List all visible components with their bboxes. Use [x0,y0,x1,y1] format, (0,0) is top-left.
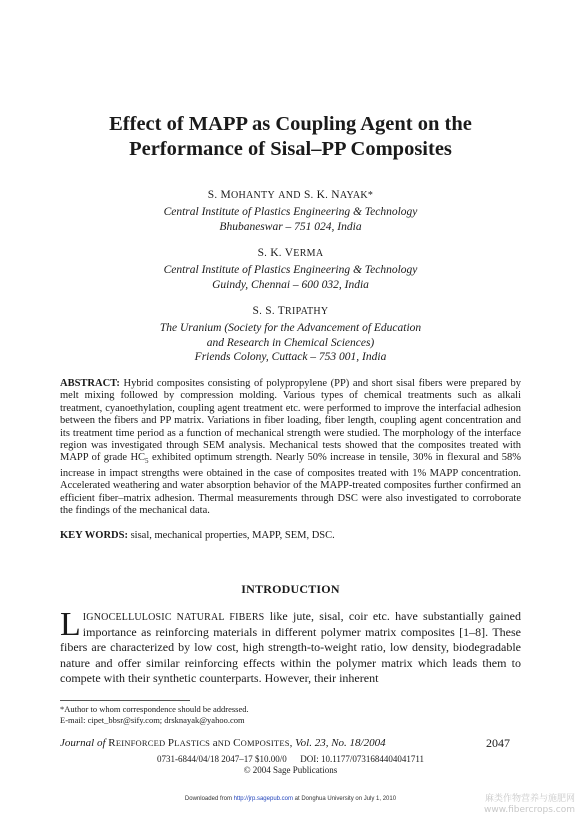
abstract [60,378,521,518]
drop-cap: L [60,606,81,643]
abstract-label: ABSTRACT: [60,378,120,389]
abstract-subscript: 5 [145,457,149,466]
doi-line: 0731-6844/04/18 2047–17 $10.00/0 DOI: 10.1177/0731684404041711 [156,754,425,764]
footnote-email: E-mail: cipet_bbsr@sify.com; drsknayak@yahoo.com [60,714,245,725]
download-suffix: at Donghua University on July 1, 2010 [293,796,397,802]
author-names-2: S. K. VERMA [257,247,324,259]
affiliation-3-line-1: The Uranium (Society for the Advancement of Education [159,322,422,334]
author-names-3: S. S. TRIPATHY [252,305,329,317]
paper-title [0,112,581,162]
publication-identifiers [0,754,581,775]
affiliation-1 [0,205,581,234]
author-names-1: S. MOHANTY AND S. K. NAYAK* [207,189,374,201]
abstract-text-part-2: exhibited optimum strength. Nearly 50% increase in tensile, 30% in flexural and 58% increase in impact strengths were obtained in the case of composites treated with 1% MAPP concentration. Accelerated weathering and water absorption behavior of the MAPP-treated composites further confirmed an efficient fiber–matrix adhesion. Thermal measurements through DSC were also investigated to corroborate the findings of the mechanical data. [60,452,521,517]
footnote-correspondence: *Author to whom correspondence should be addressed. [60,704,249,714]
title-line-1: Effect of MAPP as Coupling Agent on the [109,113,472,135]
affiliation-1-line-2: Bhubaneswar – 751 024, India [219,220,362,233]
keywords [60,530,521,541]
footnote-rule [60,700,190,701]
affiliation-1-line-1: Central Institute of Plastics Engineering & Technology [163,206,418,218]
title-line-2: Performance of Sisal–PP Composites [129,138,452,160]
section-heading-introduction: INTRODUCTION [241,582,340,596]
keywords-label: KEY WORDS: [60,530,128,541]
journal-volume: , Vol. 23, No. 18/2004 [289,737,386,749]
download-prefix: Downloaded from [184,796,234,802]
journal-prefix: Journal of [60,737,109,749]
copyright-line: © 2004 Sage Publications [243,764,338,775]
affiliation-2-line-1: Central Institute of Plastics Engineering & Technology [163,264,418,276]
page-number: 2047 [486,736,510,750]
footnote [60,704,249,725]
abstract-text-part-1: Hybrid composites consisting of polypropylene (PP) and short sisal fibers were prepared by melt mixing followed by compression molding. Various types of chemical treatments such as alkali treatment, cyanoethylation, coupling agent treatment etc. were performed to improve the interfacial adhesion between the fibers and PP matrix. Variations in fiber loading, fiber length, coupling agent concentration and its treatment time period as a function of mechanical strength were studied. The morphology of the interface region was investigated through SEM analysis. Mechanical tests showed that the composites treated with MAPP of grade HC [60,378,521,464]
affiliation-2 [0,263,581,292]
introduction-paragraph [60,606,521,686]
journal-citation [60,737,386,749]
watermark-url: www.fibercrops.com [484,805,575,815]
affiliation-3-line-3: Friends Colony, Cuttack – 753 001, India [194,351,387,363]
affiliation-2-line-2: Guindy, Chennai – 600 032, India [212,278,369,291]
download-link[interactable]: http://jrp.sagepub.com [233,796,293,802]
intro-lead-smallcaps: IGNOCELLULOSIC NATURAL FIBERS [82,612,265,623]
affiliation-3 [0,321,581,365]
affiliation-3-line-2: and Research in Chemical Sciences) [206,336,375,349]
intro-text: like jute, sisal, coir etc. have substantially gained importance as reinforcing materials in different polymer matrix composites [1–8]. These fibers are characterized by low cost, high strength-to-weight ratio, low density, biodegradable nature and offer similar reinforcing effects within the polymer matrix which leads them to compete with their synthetic counterparts. However, their inherent [60,609,521,685]
journal-name: REINFORCED PLASTICS aND COMPOSITES [108,737,290,749]
keywords-text: sisal, mechanical properties, MAPP, SEM, DSC. [127,530,335,541]
site-watermark [484,794,575,816]
watermark-chinese: 麻类作物营养与施肥网 [484,794,575,804]
